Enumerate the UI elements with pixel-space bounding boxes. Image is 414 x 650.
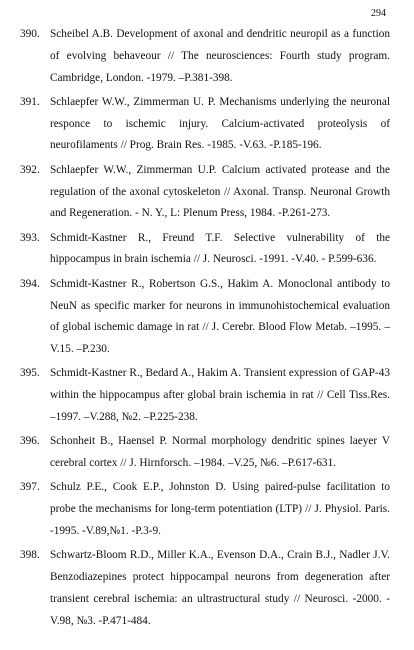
reference-number: 393. (20, 231, 40, 244)
reference-text: Schonheit B., Haensel P. Normal morphology dendritic spines laeyer V cerebral cortex // J. Hirnforsch. –1984. –V.25, №6. –P.617-631. (50, 435, 390, 470)
reference-item (20, 477, 390, 542)
reference-text: Schlaepfer W.W., Zimmerman U. P. Mechanisms underlying the neuronal responce to ischemic injury. Calcium-activated proteolysis of neurofilaments // Prog. Brain Res. -1985. -V.63. -P.185-196. (50, 95, 390, 152)
reference-number: 392. (20, 163, 40, 176)
reference-text: Schmidt-Kastner R., Freund T.F. Selective vulnerability of the hippocampus in brain ischemia // J. Neurosci. -1991. -V.40. - P.599-636. (50, 231, 390, 266)
reference-item (20, 545, 390, 632)
reference-item (20, 363, 390, 428)
reference-item (20, 92, 390, 157)
reference-number: 394. (20, 277, 40, 290)
reference-text: Scheibel A.B. Development of axonal and dendritic neuropil as a function of evolving behaveour // The neurosciences: Fourth study program. Cambridge, London. -1979. –P.381-398. (50, 28, 390, 84)
page-number: 294 (371, 8, 386, 19)
reference-number: 391. (20, 95, 40, 108)
reference-item (20, 228, 390, 272)
reference-text: Schmidt-Kastner R., Bedard A., Hakim A. Transient expression of GAP-43 within the hippocampus after global brain ischemia in rat // Cell Tiss.Res. –1997. –V.288, №2. –P.225-238. (50, 367, 390, 424)
reference-number: 398. (20, 549, 40, 562)
reference-number: 397. (20, 481, 40, 494)
reference-item (20, 24, 390, 89)
reference-number: 396. (20, 435, 40, 448)
reference-item (20, 160, 390, 225)
reference-list (20, 24, 390, 635)
reference-text: Schlaepfer W.W., Zimmerman U.P. Calcium activated protease and the regulation of the axonal cytoskeleton // Axonal. Transp. Neuronal Growth and Regeneration. - N. Y., L: Plenum Press, 1984. -P.261-273. (50, 163, 390, 220)
reference-text: Schwartz-Bloom R.D., Miller K.A., Evenson D.A., Crain B.J., Nadler J.V. Benzodiazepines protect hippocampal neurons from degeneration after transient cerebral ischemia: an ultrastructural study // Neurosci. -2000. -V.98, №3. -P.471-484. (50, 549, 390, 627)
reference-item (20, 274, 390, 361)
reference-number: 390. (20, 28, 40, 40)
reference-text: Schulz P.E., Cook E.P., Johnston D. Using paired-pulse facilitation to probe the mechanisms for long-term potentiation (LTP) // J. Physiol. Paris. -1995. -V.89,№1. -P.3-9. (50, 481, 390, 538)
reference-item (20, 431, 390, 475)
reference-text: Schmidt-Kastner R., Robertson G.S., Hakim A. Monoclonal antibody to NeuN as specific marker for neurons in immunohistochemical evaluation of global ischemic damage in rat // J. Cerebr. Blood Flow Metab. –1995. –V.15. –P.230. (50, 277, 390, 356)
reference-number: 395. (20, 367, 40, 380)
